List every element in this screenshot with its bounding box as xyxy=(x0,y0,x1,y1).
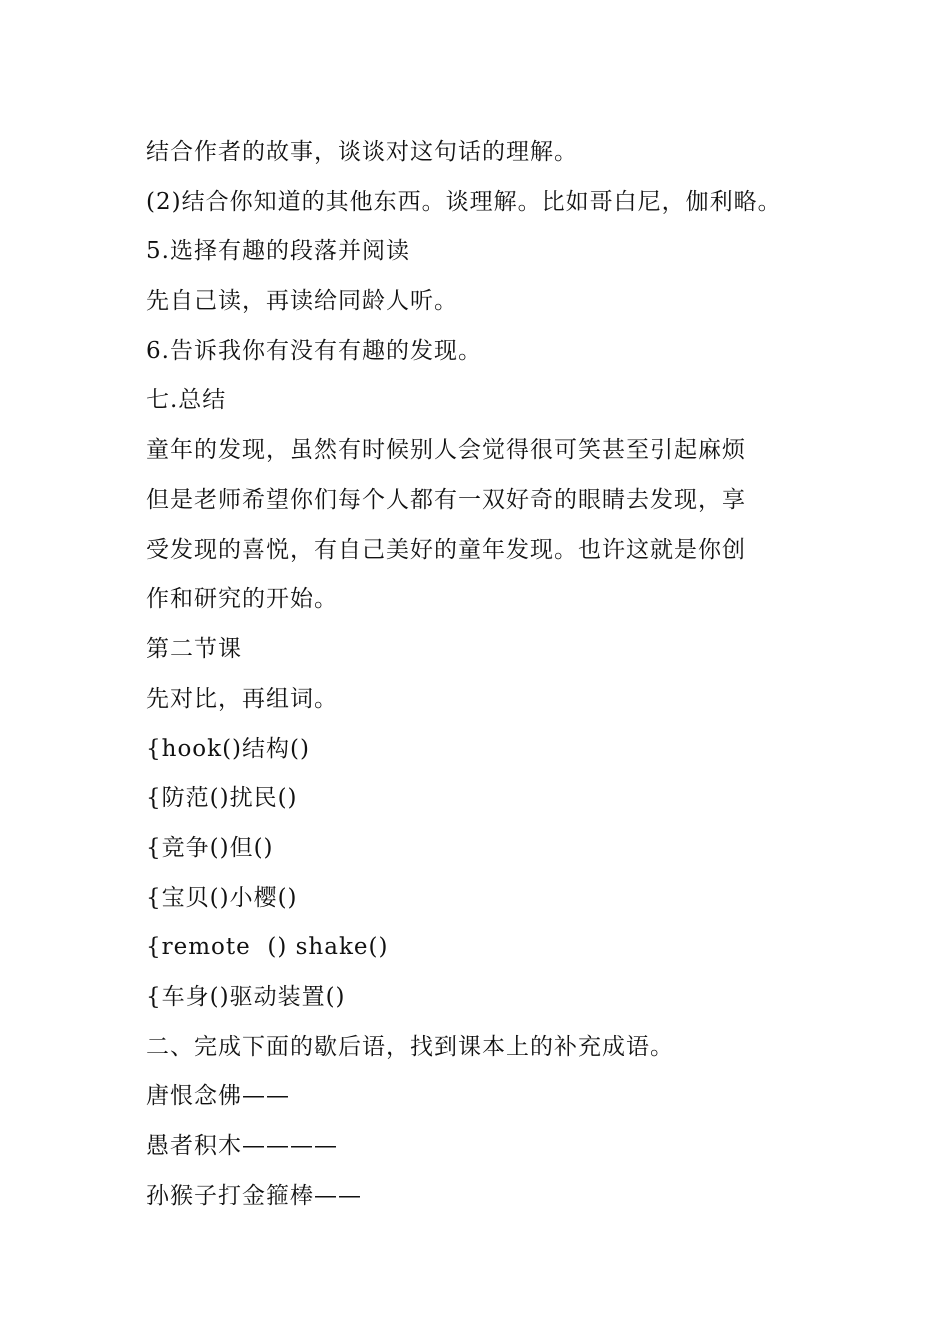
exercise-item: {防范()扰民() xyxy=(146,785,298,811)
exercise-item: {hook()结构() xyxy=(146,736,310,762)
text-line: 结合作者的故事，谈谈对这句话的理解。 xyxy=(146,139,578,165)
text-line: 受发现的喜悦，有自己美好的童年发现。也许这就是你创 xyxy=(146,537,746,563)
section-heading: 6.告诉我你有没有有趣的发现。 xyxy=(146,338,482,364)
exercise-item: 唐恨念佛—— xyxy=(146,1083,290,1109)
exercise-item: 孙猴子打金箍棒—— xyxy=(146,1183,362,1209)
exercise-item: 愚者积木———— xyxy=(146,1133,338,1159)
section-heading: 第二节课 xyxy=(146,636,242,662)
text-line: 先对比，再组词。 xyxy=(146,686,338,712)
exercise-item: {remote () shake() xyxy=(146,934,389,960)
text-line: 作和研究的开始。 xyxy=(146,586,338,612)
section-heading: 二、完成下面的歇后语，找到课本上的补充成语。 xyxy=(146,1034,674,1060)
text-line: (2)结合你知道的其他东西。谈理解。比如哥白尼，伽利略。 xyxy=(146,189,782,215)
text-line: 童年的发现，虽然有时候别人会觉得很可笑甚至引起麻烦 xyxy=(146,437,746,463)
text-line: 但是老师希望你们每个人都有一双好奇的眼睛去发现，享 xyxy=(146,487,746,513)
text-line: 先自己读，再读给同龄人听。 xyxy=(146,288,458,314)
section-heading: 5.选择有趣的段落并阅读 xyxy=(146,238,410,264)
exercise-item: {车身()驱动装置() xyxy=(146,984,346,1010)
exercise-item: {竞争()但() xyxy=(146,835,274,861)
exercise-item: {宝贝()小樱() xyxy=(146,885,298,911)
section-heading: 七.总结 xyxy=(146,387,227,413)
